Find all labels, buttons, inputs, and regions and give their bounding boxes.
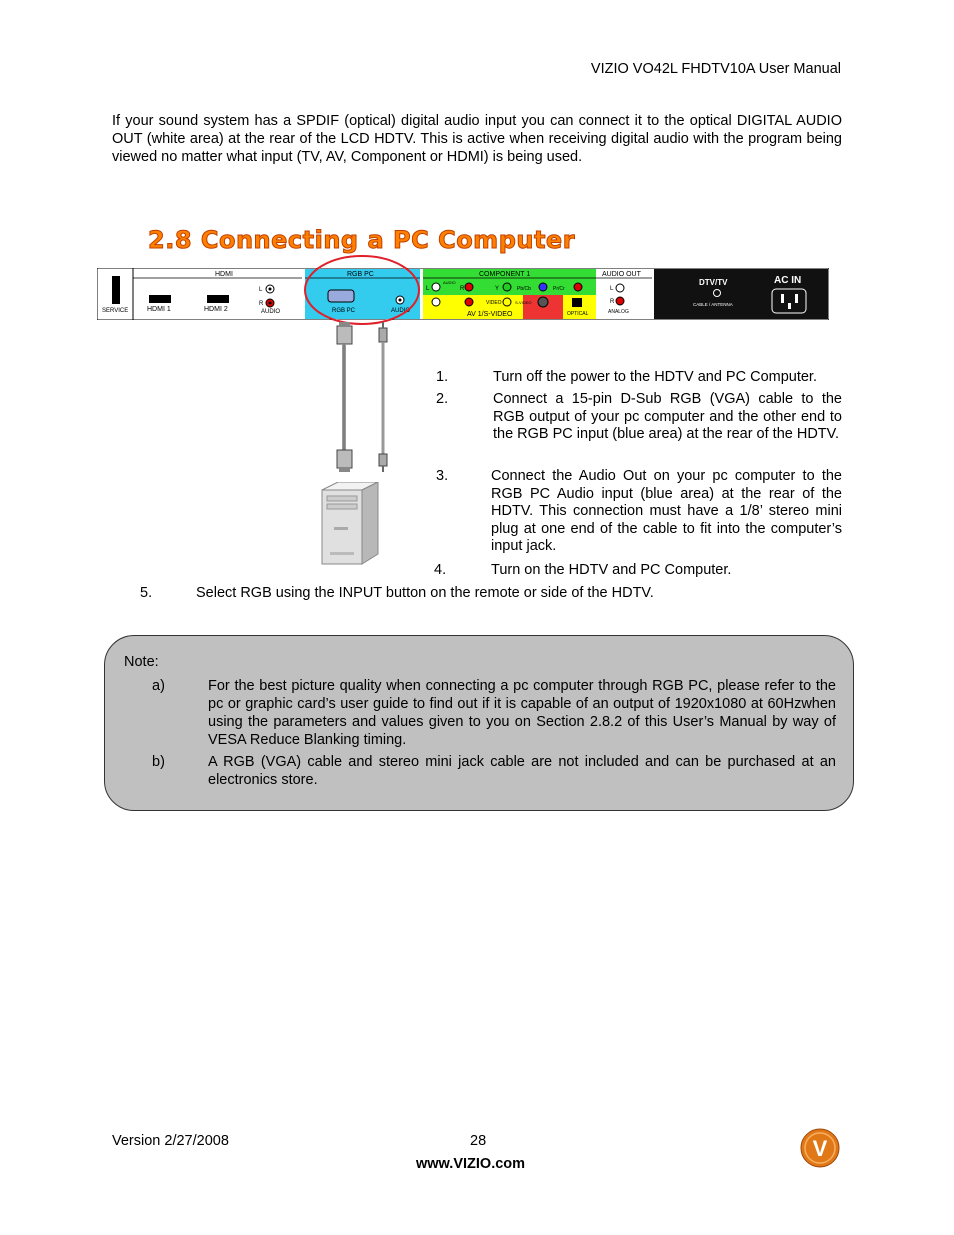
footer-page-number: 28 <box>470 1133 487 1149</box>
rgb-pc-title: RGB PC <box>347 271 374 278</box>
analog-label: ANALOG <box>608 309 629 315</box>
audio-plug-bottom <box>379 454 387 466</box>
hdmi1-port <box>149 295 171 303</box>
rear-panel-diagram <box>97 268 829 320</box>
step-number: 3. <box>436 468 449 484</box>
footer-url: www.VIZIO.com <box>416 1156 526 1172</box>
service-label: SERVICE <box>102 308 129 314</box>
vizio-logo-letter: V <box>812 1136 828 1161</box>
step-text: Connect a 15-pin D-Sub RGB (VGA) cable to the RGB output of your pc computer and the other end to the RGB PC input (blue area) at the rear of the HDTV. <box>493 391 842 442</box>
svg-text:S-VIDEO: S-VIDEO <box>515 300 532 305</box>
step-text: Turn on the HDTV and PC Computer. <box>491 562 732 578</box>
note-item-label: a) <box>152 678 165 694</box>
rgb-pc-port-label: RGB PC <box>332 308 356 314</box>
computer-tower-illustration <box>318 482 386 567</box>
step-text: Connect the Audio Out on your pc computer to the RGB PC Audio input (blue area) at the rear of the HDTV. This connection must have a 1/8’ stereo mini plug at one end of the cable to fit into the computer’s input jack. <box>491 468 842 554</box>
dtv-label: DTV/TV <box>699 278 728 287</box>
note-item-text: For the best picture quality when connecting a pc computer through RGB PC, please refer to the pc or graphic card’s user guide to find out if it is capable of an output of 1920x1080 at 60Hzwhen using the parameters and values given to you on Section 2.8.2 of this User’s Manual by way of VESA Reduce Blanking timing. <box>208 678 836 748</box>
step-3 <box>436 468 846 558</box>
rgb-highlight-circle <box>300 252 424 328</box>
hdmi2-port <box>207 295 229 303</box>
step-text: Select RGB using the INPUT button on the remote or side of the HDTV. <box>196 585 654 601</box>
hdmi1-label: HDMI 1 <box>147 306 171 313</box>
svg-text:R: R <box>460 286 465 292</box>
svg-text:Pb/Cb: Pb/Cb <box>517 286 531 292</box>
vizio-logo <box>800 1128 840 1168</box>
step-number: 4. <box>434 562 447 578</box>
optical-label: OPTICAL <box>567 311 589 317</box>
note-item-b <box>152 753 836 789</box>
step-number: 2. <box>436 391 449 407</box>
svg-text:VIDEO: VIDEO <box>486 300 502 306</box>
section-title: 2.8 Connecting a PC Computer <box>148 226 576 254</box>
step-number: 5. <box>140 585 153 601</box>
audio-out-title: AUDIO OUT <box>602 271 641 278</box>
step-2 <box>436 391 846 463</box>
hdmi-audio-r-label: R <box>259 301 264 307</box>
document-header: VIZIO VO42L FHDTV10A User Manual <box>590 61 841 77</box>
hdmi2-label: HDMI 2 <box>204 306 228 313</box>
step-text: Turn off the power to the HDTV and PC Computer. <box>493 369 817 385</box>
ac-in-label: AC IN <box>774 275 802 286</box>
svg-text:Y: Y <box>495 286 500 292</box>
step-4 <box>434 562 854 580</box>
cable-label: CABLE / ANTENNA <box>693 302 733 307</box>
cables-illustration <box>330 322 400 474</box>
svg-text:R: R <box>610 299 615 305</box>
av1-label: AV 1/S-VIDEO <box>467 311 513 318</box>
svg-text:AUDIO: AUDIO <box>443 280 456 285</box>
vga-connector-top <box>337 326 352 344</box>
ac-socket <box>772 289 806 313</box>
svg-text:Pr/Cr: Pr/Cr <box>553 286 565 292</box>
component-title: COMPONENT 1 <box>479 271 531 278</box>
note-item-text: A RGB (VGA) cable and stereo mini jack cable are not included and can be purchased at an electronics store. <box>208 754 836 788</box>
note-item-a <box>152 677 836 749</box>
step-5 <box>140 585 840 603</box>
note-item-label: b) <box>152 754 165 770</box>
hdmi-audio-l-label: L <box>259 287 263 293</box>
hdmi-audio-label: AUDIO <box>261 309 281 315</box>
service-port <box>112 276 120 304</box>
footer-version: Version 2/27/2008 <box>112 1133 229 1149</box>
audio-plug-top <box>379 328 387 342</box>
svg-text:L: L <box>610 286 614 292</box>
optical-port <box>572 298 582 307</box>
step-1 <box>436 369 856 387</box>
step-number: 1. <box>436 369 449 385</box>
rgb-audio-label: AUDIO <box>391 308 411 314</box>
note-title: Note: <box>124 654 159 670</box>
svg-text:L: L <box>426 286 430 292</box>
vga-connector-bottom <box>337 450 352 468</box>
intro-paragraph: If your sound system has a SPDIF (optical) digital audio input you can connect it to the optical DIGITAL AUDIO OUT (white area) at the rear of the LCD HDTV. This is active when receiving digital audio with the program being viewed no matter what input (TV, AV, Component or HDMI) is being used. <box>112 113 842 165</box>
hdmi-label: HDMI <box>215 271 233 278</box>
